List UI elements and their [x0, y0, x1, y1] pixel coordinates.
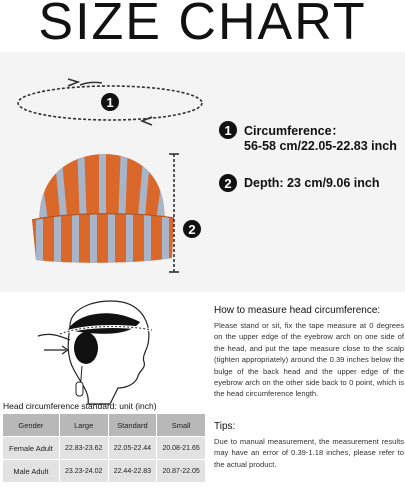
depth-value: Depth: 23 cm/9.06 inch [244, 176, 380, 190]
row-gender: Female Adult [3, 437, 60, 460]
row-standard: 22.44-22.83 [108, 460, 157, 483]
circumference-label: Circumference： [244, 124, 345, 138]
depth-diagram [168, 150, 208, 280]
table-row [3, 437, 206, 460]
header-large: Large [59, 414, 108, 437]
row-standard: 22.05-22.44 [108, 437, 157, 460]
row-gender: Male Adult [3, 460, 60, 483]
row-small: 20.87-22.05 [157, 460, 206, 483]
how-to-measure-title: How to measure head circumference: [214, 305, 381, 316]
row-large: 22.83-23.62 [59, 437, 108, 460]
row-large: 23.23-24.02 [59, 460, 108, 483]
size-table-header [3, 414, 206, 437]
circumference-badge: 1 [219, 121, 237, 139]
marker-1-badge: 1 [101, 93, 119, 111]
circumference-value: 56-58 cm/22.05-22.83 inch [244, 139, 397, 153]
size-table-caption: Head circumference standard: unit (inch) [3, 401, 157, 411]
depth-badge: 2 [219, 174, 237, 192]
head-measurement-illustration [30, 296, 170, 406]
size-table [2, 413, 206, 483]
header-gender: Gender [3, 414, 60, 437]
tips-title: Tips: [214, 421, 236, 432]
tips-body: Due to manual measurement, the measurement results may have an error of 0.39-1.18 inches, please refer to the actual product. [214, 437, 404, 469]
header-small: Small [157, 414, 206, 437]
header-standard: Standard [108, 414, 157, 437]
table-row [3, 460, 206, 483]
row-small: 20.08-21.65 [157, 437, 206, 460]
beanie-hat-image [28, 148, 178, 266]
page-title: SIZE CHART [38, 0, 367, 51]
marker-2-badge: 2 [183, 220, 201, 238]
how-to-measure-body: Please stand or sit, fix the tape measure at 0 degrees on the upper edge of the eyebrow arch on one side of the head, and put the tape measure close to the scalp (tighten appropriately) around the 0.39 inches below the bulge of the back head and the upper edge of the eyebrow arch on the other side back to 0 point, which is the head circumference length. [214, 321, 404, 399]
